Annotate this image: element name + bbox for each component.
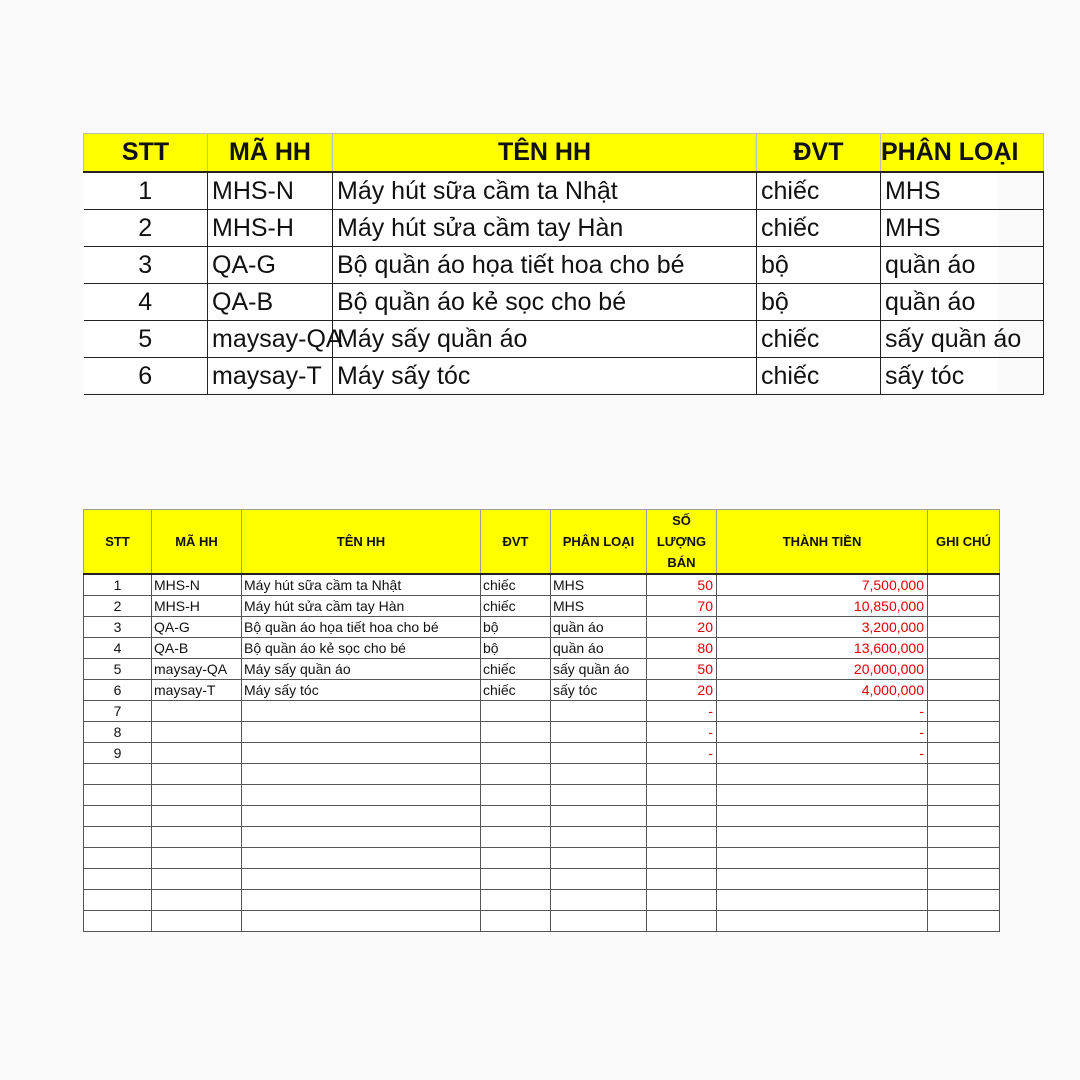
table-cell[interactable]: - xyxy=(647,701,717,722)
table-row xyxy=(84,247,1044,284)
table-cell[interactable] xyxy=(717,806,928,827)
table-cell[interactable] xyxy=(928,848,1000,869)
table-cell[interactable]: 7,500,000 xyxy=(717,574,928,596)
table-cell[interactable] xyxy=(152,743,242,764)
table-cell[interactable] xyxy=(928,743,1000,764)
table-cell[interactable] xyxy=(928,596,1000,617)
header-stt[interactable]: STT xyxy=(84,134,208,173)
table-cell[interactable] xyxy=(928,785,1000,806)
table-cell[interactable] xyxy=(152,722,242,743)
table-cell[interactable] xyxy=(928,680,1000,701)
table-cell[interactable]: 6 xyxy=(84,680,152,701)
table-cell[interactable]: sấy tóc xyxy=(881,358,1044,395)
table-cell[interactable] xyxy=(84,806,152,827)
table-row xyxy=(84,596,1000,617)
table-cell[interactable] xyxy=(647,848,717,869)
table-row xyxy=(84,722,1000,743)
table-cell[interactable] xyxy=(152,869,242,890)
table-cell[interactable] xyxy=(152,806,242,827)
table-cell[interactable]: quần áo xyxy=(551,638,647,659)
table-cell[interactable] xyxy=(152,890,242,911)
table-cell[interactable]: chiếc xyxy=(481,680,551,701)
table-cell[interactable] xyxy=(242,701,481,722)
table-cell[interactable] xyxy=(717,869,928,890)
header-ghi-chu[interactable]: GHI CHÚ xyxy=(928,510,1000,575)
table-cell[interactable]: 20,000,000 xyxy=(717,659,928,680)
table-cell[interactable] xyxy=(152,848,242,869)
table-cell[interactable] xyxy=(551,827,647,848)
table-cell[interactable]: maysay-T xyxy=(152,680,242,701)
table-row xyxy=(84,764,1000,785)
table-cell[interactable]: chiếc xyxy=(481,659,551,680)
table-row xyxy=(84,574,1000,596)
table-cell[interactable] xyxy=(928,617,1000,638)
header-stt[interactable]: STT xyxy=(84,510,152,575)
table-cell[interactable]: QA-G xyxy=(152,617,242,638)
table-cell[interactable] xyxy=(481,722,551,743)
table-cell[interactable]: 50 xyxy=(647,574,717,596)
table-cell[interactable] xyxy=(481,701,551,722)
table-cell[interactable]: QA-B xyxy=(152,638,242,659)
table-cell[interactable] xyxy=(242,827,481,848)
table-cell[interactable]: bộ xyxy=(481,638,551,659)
table-cell[interactable] xyxy=(647,785,717,806)
table-cell[interactable]: 3 xyxy=(84,617,152,638)
table-cell[interactable] xyxy=(481,848,551,869)
table-cell[interactable]: 20 xyxy=(647,680,717,701)
table-cell[interactable] xyxy=(551,806,647,827)
table-cell[interactable]: Bộ quần áo họa tiết hoa cho bé xyxy=(242,617,481,638)
table-cell[interactable]: MHS xyxy=(881,210,1044,247)
table-cell[interactable]: maysay-QA xyxy=(152,659,242,680)
table-cell[interactable]: sấy quần áo xyxy=(551,659,647,680)
table-cell[interactable] xyxy=(481,890,551,911)
sales-table xyxy=(83,509,1000,932)
table-cell[interactable] xyxy=(84,827,152,848)
table-cell[interactable] xyxy=(152,764,242,785)
table-cell[interactable]: Máy hút sữa cầm ta Nhật xyxy=(242,574,481,596)
header-so-luong-ban[interactable]: SỐ LƯỢNG BÁN xyxy=(647,510,717,575)
table-cell[interactable] xyxy=(551,890,647,911)
table-row xyxy=(84,680,1000,701)
table-cell[interactable] xyxy=(717,890,928,911)
table-cell[interactable] xyxy=(551,764,647,785)
header-row xyxy=(84,134,1044,173)
table-cell[interactable] xyxy=(481,869,551,890)
table-cell[interactable]: 6 xyxy=(84,358,208,395)
table-cell[interactable] xyxy=(928,827,1000,848)
table-row xyxy=(84,172,1044,210)
table-cell[interactable]: - xyxy=(717,722,928,743)
table-cell[interactable]: 8 xyxy=(84,722,152,743)
table-cell[interactable]: chiếc xyxy=(481,574,551,596)
table-cell[interactable] xyxy=(481,743,551,764)
table-cell[interactable] xyxy=(84,848,152,869)
table-cell[interactable]: Máy hút sữa cầm ta Nhật xyxy=(333,172,757,210)
zoomed-goods-table xyxy=(83,133,1044,395)
table-cell[interactable]: Máy sấy quần áo xyxy=(333,321,757,358)
table-row xyxy=(84,806,1000,827)
table-cell[interactable] xyxy=(928,638,1000,659)
table-cell[interactable]: quần áo xyxy=(881,247,1044,284)
table-cell[interactable] xyxy=(84,869,152,890)
table-cell[interactable]: chiếc xyxy=(481,596,551,617)
table-cell[interactable] xyxy=(242,890,481,911)
table-cell[interactable]: 10,850,000 xyxy=(717,596,928,617)
table-cell[interactable]: 4 xyxy=(84,284,208,321)
table-cell[interactable]: maysay-T xyxy=(208,358,333,395)
table-cell[interactable] xyxy=(242,848,481,869)
table-row xyxy=(84,785,1000,806)
table-cell[interactable]: sấy tóc xyxy=(551,680,647,701)
table-cell[interactable]: QA-G xyxy=(208,247,333,284)
header-ma-hh[interactable]: MÃ HH xyxy=(152,510,242,575)
table-cell[interactable] xyxy=(481,827,551,848)
table-cell[interactable]: 70 xyxy=(647,596,717,617)
table-cell[interactable] xyxy=(551,743,647,764)
header-ten-hh[interactable]: TÊN HH xyxy=(333,134,757,173)
table-cell[interactable]: Bộ quần áo kẻ sọc cho bé xyxy=(333,284,757,321)
table-cell[interactable] xyxy=(481,806,551,827)
table-cell[interactable] xyxy=(928,890,1000,911)
table-cell[interactable]: 20 xyxy=(647,617,717,638)
table-cell[interactable]: 4,000,000 xyxy=(717,680,928,701)
table-row xyxy=(84,358,1044,395)
table-cell[interactable]: maysay-QA xyxy=(208,321,333,358)
table-cell[interactable] xyxy=(152,911,242,932)
table-cell[interactable]: sấy quần áo xyxy=(881,321,1044,358)
table-cell[interactable]: 1 xyxy=(84,172,208,210)
table-cell[interactable]: MHS xyxy=(551,596,647,617)
table-cell[interactable] xyxy=(551,785,647,806)
table-cell[interactable] xyxy=(928,701,1000,722)
table-cell[interactable]: 2 xyxy=(84,210,208,247)
table-cell[interactable] xyxy=(481,764,551,785)
table-cell[interactable] xyxy=(647,764,717,785)
table-cell[interactable]: 3,200,000 xyxy=(717,617,928,638)
table-row xyxy=(84,743,1000,764)
table-cell[interactable] xyxy=(152,827,242,848)
table-cell[interactable]: - xyxy=(717,743,928,764)
table-cell[interactable]: MHS-N xyxy=(152,574,242,596)
table-cell[interactable]: Bộ quần áo họa tiết hoa cho bé xyxy=(333,247,757,284)
table-cell[interactable]: 3 xyxy=(84,247,208,284)
table-cell[interactable]: bộ xyxy=(481,617,551,638)
table-cell[interactable]: QA-B xyxy=(208,284,333,321)
table-cell[interactable]: bộ xyxy=(757,247,881,284)
table-cell[interactable] xyxy=(481,911,551,932)
table-cell[interactable] xyxy=(242,785,481,806)
table-row xyxy=(84,321,1044,358)
table-cell[interactable]: quần áo xyxy=(551,617,647,638)
table-cell[interactable] xyxy=(84,911,152,932)
table-cell[interactable] xyxy=(551,848,647,869)
table-row xyxy=(84,701,1000,722)
table-cell[interactable] xyxy=(242,743,481,764)
table-cell[interactable]: MHS xyxy=(881,172,1044,210)
table-cell[interactable]: 80 xyxy=(647,638,717,659)
header-ten-hh[interactable]: TÊN HH xyxy=(242,510,481,575)
table-cell[interactable]: 4 xyxy=(84,638,152,659)
table-cell[interactable] xyxy=(647,869,717,890)
table-cell[interactable] xyxy=(551,869,647,890)
header-dvt[interactable]: ĐVT xyxy=(481,510,551,575)
table-cell[interactable]: Máy hút sửa cầm tay Hàn xyxy=(242,596,481,617)
table-row xyxy=(84,848,1000,869)
table-cell[interactable]: MHS-H xyxy=(152,596,242,617)
header-row xyxy=(84,510,1000,575)
table-cell[interactable]: MHS xyxy=(551,574,647,596)
table-cell[interactable]: quần áo xyxy=(881,284,1044,321)
header-phan-loai[interactable]: PHÂN LOẠI xyxy=(551,510,647,575)
table-row xyxy=(84,890,1000,911)
table-cell[interactable] xyxy=(242,869,481,890)
header-thanh-tien[interactable]: THÀNH TIỀN xyxy=(717,510,928,575)
zoomed-table-view xyxy=(83,133,1022,392)
table-cell[interactable]: Máy sấy tóc xyxy=(333,358,757,395)
table-cell[interactable] xyxy=(242,722,481,743)
table-cell[interactable]: - xyxy=(647,722,717,743)
table-cell[interactable]: Máy sấy tóc xyxy=(242,680,481,701)
table-cell[interactable]: 9 xyxy=(84,743,152,764)
header-ma-hh[interactable]: MÃ HH xyxy=(208,134,333,173)
table-cell[interactable] xyxy=(242,806,481,827)
table-cell[interactable] xyxy=(928,911,1000,932)
table-cell[interactable]: chiếc xyxy=(757,210,881,247)
table-cell[interactable] xyxy=(717,911,928,932)
table-cell[interactable] xyxy=(152,701,242,722)
table-cell[interactable]: Máy hút sửa cầm tay Hàn xyxy=(333,210,757,247)
table-cell[interactable]: 7 xyxy=(84,701,152,722)
table-cell[interactable] xyxy=(928,806,1000,827)
table-cell[interactable] xyxy=(647,827,717,848)
table-cell[interactable]: chiếc xyxy=(757,358,881,395)
table-cell[interactable]: 50 xyxy=(647,659,717,680)
sales-sheet-view xyxy=(83,509,998,932)
table-cell[interactable] xyxy=(84,890,152,911)
table-cell[interactable]: Bộ quần áo kẻ sọc cho bé xyxy=(242,638,481,659)
table-row xyxy=(84,827,1000,848)
table-cell[interactable] xyxy=(647,890,717,911)
table-cell[interactable]: chiếc xyxy=(757,321,881,358)
table-row xyxy=(84,210,1044,247)
table-cell[interactable] xyxy=(242,911,481,932)
table-row xyxy=(84,638,1000,659)
table-row xyxy=(84,659,1000,680)
table-cell[interactable] xyxy=(928,659,1000,680)
table-cell[interactable] xyxy=(481,785,551,806)
table-cell[interactable]: 5 xyxy=(84,659,152,680)
table-cell[interactable] xyxy=(551,701,647,722)
table-cell[interactable] xyxy=(242,764,481,785)
table-cell[interactable] xyxy=(84,764,152,785)
table-cell[interactable] xyxy=(928,764,1000,785)
header-dvt[interactable]: ĐVT xyxy=(757,134,881,173)
table-cell[interactable]: MHS-H xyxy=(208,210,333,247)
table-cell[interactable] xyxy=(717,764,928,785)
table-cell[interactable] xyxy=(551,911,647,932)
table-row xyxy=(84,617,1000,638)
table-cell[interactable] xyxy=(717,785,928,806)
table-cell[interactable]: - xyxy=(647,743,717,764)
table-cell[interactable]: Máy sấy quần áo xyxy=(242,659,481,680)
table-cell[interactable]: 13,600,000 xyxy=(717,638,928,659)
table-cell[interactable]: 5 xyxy=(84,321,208,358)
header-phan-loai[interactable]: PHÂN LOẠI xyxy=(881,134,1044,173)
table-cell[interactable]: - xyxy=(717,701,928,722)
table-cell[interactable] xyxy=(647,806,717,827)
table-row xyxy=(84,911,1000,932)
table-cell[interactable] xyxy=(647,911,717,932)
table-cell[interactable]: bộ xyxy=(757,284,881,321)
table-cell[interactable] xyxy=(928,722,1000,743)
table-cell[interactable]: 2 xyxy=(84,596,152,617)
table-cell[interactable]: 1 xyxy=(84,574,152,596)
table-row xyxy=(84,284,1044,321)
table-cell[interactable] xyxy=(152,785,242,806)
table-cell[interactable] xyxy=(84,785,152,806)
table-cell[interactable] xyxy=(928,869,1000,890)
table-cell[interactable] xyxy=(717,848,928,869)
table-cell[interactable]: MHS-N xyxy=(208,172,333,210)
table-cell[interactable]: chiếc xyxy=(757,172,881,210)
table-cell[interactable] xyxy=(928,574,1000,596)
table-cell[interactable] xyxy=(551,722,647,743)
table-cell[interactable] xyxy=(717,827,928,848)
table-row xyxy=(84,869,1000,890)
